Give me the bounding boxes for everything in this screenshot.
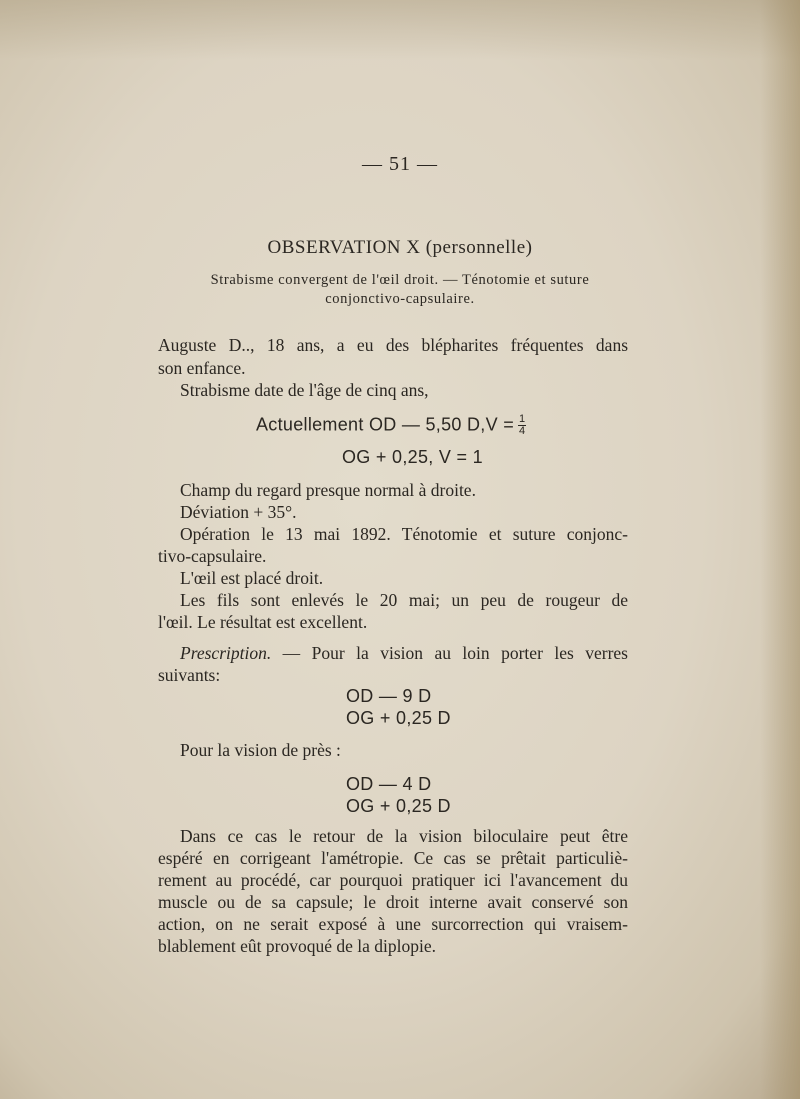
body-line-2: Déviation + 35°. (180, 502, 297, 522)
fraction-numerator: 1 (519, 413, 526, 425)
body-line-3: Opération le 13 mai 1892. Ténotomie et suture conjonc- (180, 524, 628, 544)
conclusion-line-5: action, on ne serait exposé à une surcorrection qui vraisem- (158, 914, 628, 934)
prescription-text: — Pour la vision au loin porter les verres (271, 643, 628, 663)
prescription-line-2: suivants: (158, 665, 221, 685)
conclusion-line-1: Dans ce cas le retour de la vision biloculaire peut être (180, 826, 628, 846)
prescription-label: Prescription. (180, 643, 272, 663)
far-od: OD — 9 D (346, 686, 432, 706)
conclusion-line-6: blablement eût provoqué de la diplopie. (158, 936, 436, 956)
intro-line-3: Strabisme date de l'âge de cinq ans, (180, 380, 429, 400)
conclusion-line-3: rement au procédé, car pourquoi pratiquer ici l'avancement du (158, 870, 628, 890)
observation-subtitle: Strabisme convergent de l'œil droit. — Ténotomie et suture conjonctivo-capsulaire. (210, 272, 590, 307)
near-og: OG + 0,25 D (346, 796, 451, 816)
near-intro: Pour la vision de près : (180, 740, 341, 760)
acuity-fraction (518, 414, 526, 437)
conclusion-line-2: espéré en corrigeant l'amétropie. Ce cas se prêtait particuliè- (158, 848, 628, 868)
body-line-4: tivo-capsulaire. (158, 546, 267, 566)
prescription-line-1 (180, 643, 628, 664)
page-shadow-top (0, 0, 800, 60)
body-line-7: l'œil. Le résultat est excellent. (158, 612, 368, 632)
observation-title: OBSERVATION X (personnelle) (267, 237, 533, 258)
body-line-6: Les fils sont enlevés le 20 mai; un peu de rougeur de (180, 590, 628, 610)
body-line-5: L'œil est placé droit. (180, 568, 324, 588)
intro-line-2: son enfance. (158, 358, 246, 378)
far-og: OG + 0,25 D (346, 708, 451, 728)
page-number: — 51 — (362, 153, 438, 175)
measure-line-od (256, 414, 526, 437)
measure-line-og: OG + 0,25, V = 1 (342, 447, 483, 467)
near-od: OD — 4 D (346, 774, 432, 794)
fraction-denominator: 4 (519, 425, 526, 437)
measure-od-text: Actuellement OD — 5,50 D,V = (256, 414, 515, 435)
conclusion-line-4: muscle ou de sa capsule; le droit interne avait conservé son (158, 892, 628, 912)
body-line-1: Champ du regard presque normal à droite. (180, 480, 476, 500)
intro-line-1: Auguste D.., 18 ans, a eu des blépharites fréquentes dans (158, 335, 628, 355)
